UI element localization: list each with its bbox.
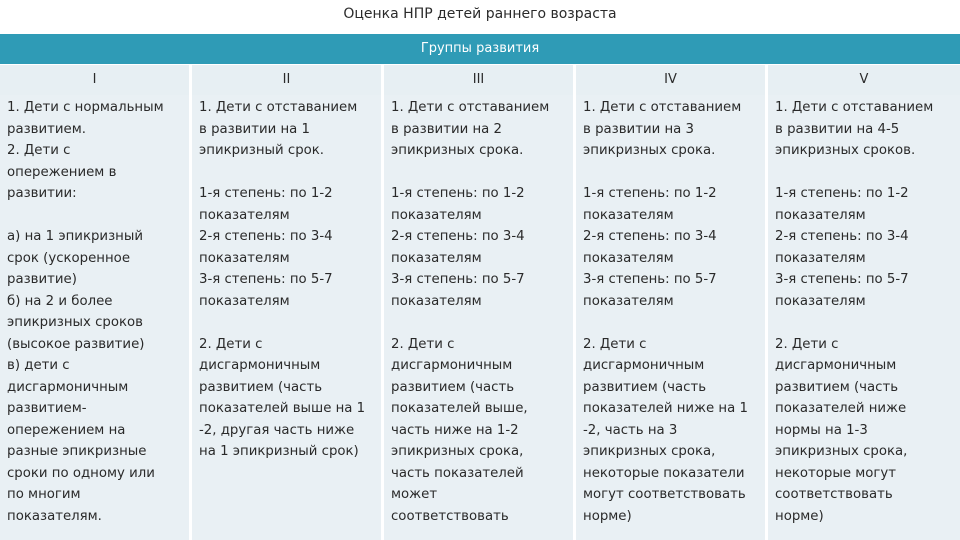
cell-group-ii (192, 95, 384, 540)
cell-text-line: 2. Дети с (391, 336, 455, 352)
cell-text-line: показателям (199, 207, 290, 223)
cell-text-line: часть ниже на 1-2 (391, 422, 519, 438)
cell-text-line: соответствовать (391, 508, 509, 524)
cell-text-line: в) дети с (7, 358, 70, 373)
cell-text-line: на 1 эпикризный срок) (199, 444, 359, 459)
cell-text-line: развитием (часть (583, 379, 707, 395)
cell-text-line: развитием (часть (391, 379, 515, 395)
cell-text-line: 2. Дети с (583, 336, 647, 352)
cell-text-line: развитием. (7, 121, 86, 137)
cell-text-line: показателям (391, 250, 482, 266)
cell-text-line: 1. Дети с отставанием (391, 100, 550, 115)
cell-text-line: часть показателей (391, 465, 524, 481)
cell-text-line: сроки по одному или (7, 465, 155, 481)
cell-text-line: 1-я степень: по 1-2 (583, 186, 717, 201)
cell-text-line: некоторые показатели (583, 465, 745, 481)
cell-text-line: 3-я степень: по 5-7 (199, 272, 333, 287)
cell-text-line: по многим (7, 487, 81, 502)
table-body-row (0, 95, 960, 540)
cell-text-line: опережением на (7, 422, 126, 438)
cell-text-line: норме) (775, 508, 824, 524)
paragraph-gap (7, 205, 185, 227)
cell-text-line: развитие) (7, 272, 77, 287)
cell-text-line: показателям (583, 207, 674, 223)
cell-text-line: 2-я степень: по 3-4 (775, 229, 909, 244)
cell-text-line: эпикризных сроков (7, 315, 143, 330)
cell-text-line: 2. Дети с (7, 143, 71, 158)
cell-text-line: 1. Дети с отставанием (583, 100, 742, 115)
cell-text-line: развитием- (7, 401, 87, 416)
page-title: Оценка НПР детей раннего возраста (343, 6, 617, 22)
cell-text-line: 1-я степень: по 1-2 (775, 186, 909, 201)
cell-text-line: эпикризных срока, (775, 444, 908, 459)
cell-text-line: показателям. (7, 508, 102, 524)
cell-text-line: эпикризных срока. (583, 143, 716, 158)
cell-text-line: развитии: (7, 186, 77, 201)
paragraph-gap (775, 162, 956, 184)
cell-text-line: 1-я степень: по 1-2 (391, 186, 525, 201)
cell-group-iii (384, 95, 576, 540)
cell-text-line: (высокое развитие) (7, 336, 145, 352)
column-header-row (0, 64, 960, 95)
cell-text-line: 3-я степень: по 5-7 (775, 272, 909, 287)
cell-text-line: дисгармоничным (775, 358, 897, 373)
column-header-iii: III (384, 65, 576, 95)
cell-text-line: показателей выше на 1 (199, 401, 366, 416)
cell-text-line: в развитии на 2 (391, 121, 502, 137)
development-groups-table (0, 34, 960, 540)
cell-text-line: 2-я степень: по 3-4 (199, 229, 333, 244)
cell-text-line: эпикризных сроков. (775, 143, 916, 158)
cell-text-line: 2. Дети с (199, 336, 263, 352)
cell-text-line: показателям (199, 293, 290, 309)
cell-text-line: эпикризных срока, (391, 444, 524, 459)
cell-text-line: соответствовать (775, 487, 893, 502)
cell-text-line: 1. Дети с отставанием (775, 100, 934, 115)
cell-text-line: разные эпикризные (7, 444, 147, 459)
cell-text-line: развитием (часть (199, 379, 323, 395)
cell-text-line: эпикризных срока, (583, 444, 716, 459)
cell-text-line: 1. Дети с нормальным (7, 100, 164, 115)
cell-text-line: норме) (583, 508, 632, 524)
paragraph-gap (775, 312, 956, 334)
cell-text-line: показателей ниже (775, 401, 907, 416)
cell-text-line: 1-я степень: по 1-2 (199, 186, 333, 201)
cell-text-line: в развитии на 1 (199, 121, 310, 137)
cell-text-line: 3-я степень: по 5-7 (391, 272, 525, 287)
cell-group-i (0, 95, 192, 540)
cell-text-line: показателям (775, 207, 866, 223)
paragraph-gap (583, 162, 761, 184)
paragraph-gap (199, 162, 377, 184)
cell-text-line: а) на 1 эпикризный (7, 229, 143, 244)
paragraph-gap (583, 312, 761, 334)
paragraph-gap (199, 312, 377, 334)
cell-text-line: 2. Дети с (775, 336, 839, 352)
cell-text-line: б) на 2 и более (7, 293, 113, 309)
column-header-i: I (0, 65, 192, 95)
cell-text-line: показателям (583, 293, 674, 309)
cell-text-line: показателям (775, 293, 866, 309)
cell-text-line: дисгармоничным (199, 358, 321, 373)
cell-text-line: показателям (391, 293, 482, 309)
cell-text-line: в развитии на 3 (583, 121, 694, 137)
cell-text-line: опережением в (7, 164, 117, 180)
cell-text-line: дисгармоничным (583, 358, 705, 373)
cell-text-line: -2, другая часть ниже (199, 422, 355, 438)
cell-text-line: эпикризный срок. (199, 143, 325, 158)
cell-text-line: 3-я степень: по 5-7 (583, 272, 717, 287)
cell-text-line: -2, часть на 3 (583, 422, 678, 438)
cell-text-line: дисгармоничным (391, 358, 513, 373)
cell-text-line: показателей ниже на 1 (583, 401, 748, 416)
cell-text-line: показателям (583, 250, 674, 266)
cell-text-line: показателям (391, 207, 482, 223)
paragraph-gap (391, 312, 569, 334)
cell-text-line: может (391, 487, 438, 502)
cell-text-line: эпикризных срока. (391, 143, 524, 158)
cell-text-line: показателям (775, 250, 866, 266)
cell-text-line: срок (ускоренное (7, 250, 131, 266)
cell-text-line: развитием (часть (775, 379, 899, 395)
cell-text-line: показателей выше, (391, 401, 528, 416)
column-header-v: V (859, 72, 869, 87)
cell-text-line: показателям (199, 250, 290, 266)
cell-group-iv (576, 95, 768, 540)
cell-text-line: 1. Дети с отставанием (199, 100, 358, 115)
cell-text-line: нормы на 1-3 (775, 422, 868, 438)
group-header: Группы развития (0, 34, 960, 64)
cell-text-line: дисгармоничным (7, 379, 129, 395)
column-header-ii: II (192, 65, 384, 95)
cell-text-line: 2-я степень: по 3-4 (583, 229, 717, 244)
cell-text-line: некоторые могут (775, 465, 897, 481)
cell-group-v (768, 95, 960, 540)
cell-text-line: 2-я степень: по 3-4 (391, 229, 525, 244)
cell-text-line: могут соответствовать (583, 487, 746, 502)
paragraph-gap (391, 162, 569, 184)
column-header-iv: IV (576, 65, 768, 95)
cell-text-line: в развитии на 4-5 (775, 121, 900, 137)
